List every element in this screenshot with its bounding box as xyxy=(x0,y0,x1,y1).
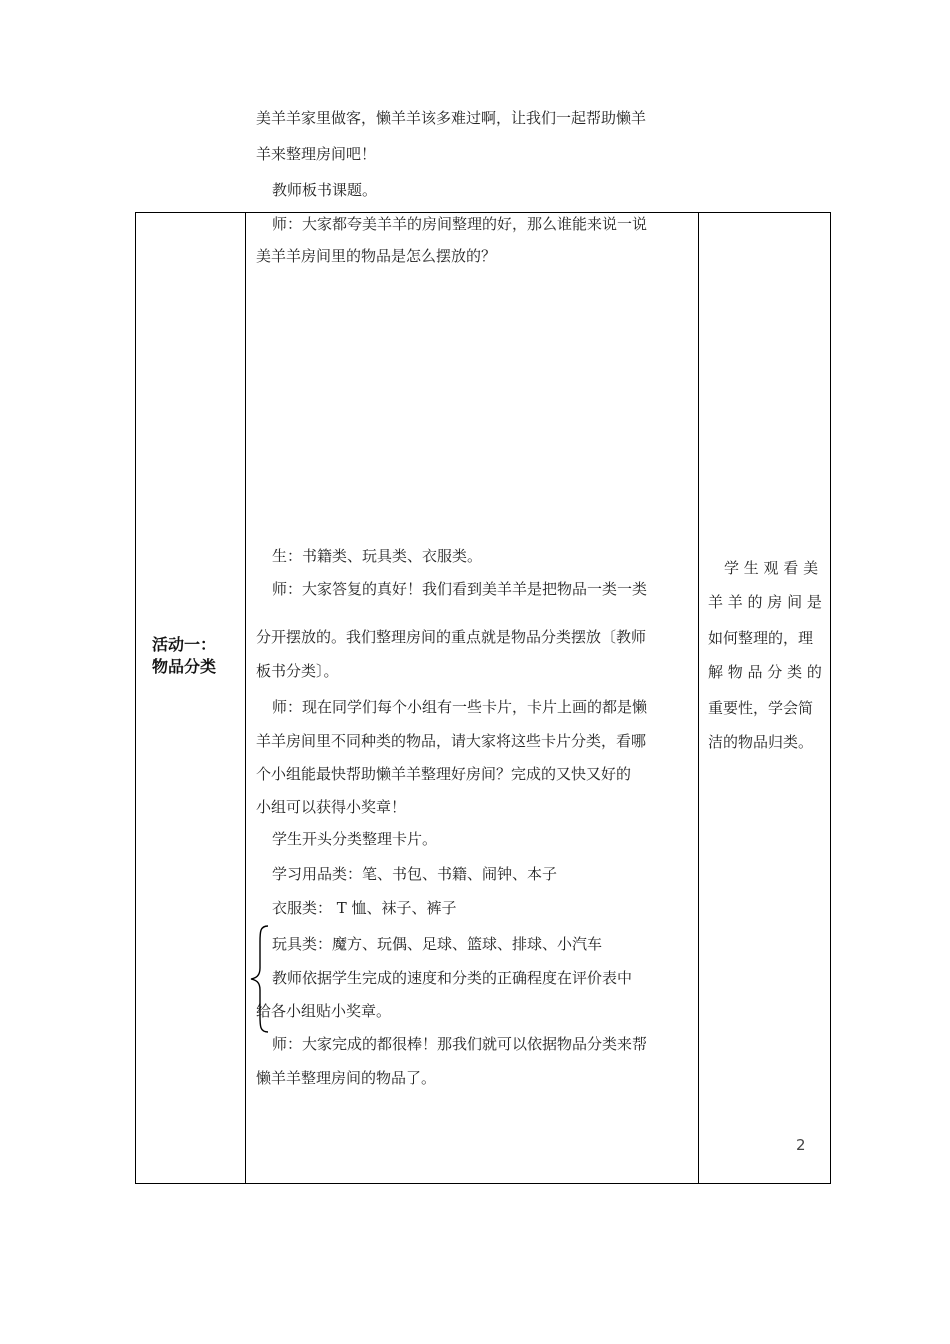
content-line-2: 师：大家答复的真好！我们看到美羊羊是把物品一类一类 xyxy=(272,580,648,598)
note-line-6: 洁的物品归类。 xyxy=(708,733,814,751)
content-top-line-2: 美羊羊房间里的物品是怎么摆放的？ xyxy=(256,247,497,265)
content-line-7: 个小组能最快帮助懒羊羊整理好房间？完成的又快又好的 xyxy=(256,765,632,783)
intro-line-2: 羊来整理房间吧！ xyxy=(256,145,377,163)
content-line-1: 生：书籍类、玩具类、衣服类。 xyxy=(272,547,483,565)
note-line-4: 解 物 品 分 类 的 xyxy=(708,663,822,681)
content-line-12: 玩具类：魔方、玩偶、足球、篮球、排球、小汽车 xyxy=(272,935,603,953)
note-line-5: 重要性，学会简 xyxy=(708,699,814,717)
activity-label-line-1: 活动一： xyxy=(152,635,217,654)
content-line-9: 学生开头分类整理卡片。 xyxy=(272,830,438,848)
content-top-line-1: 师：大家都夸美羊羊的房间整理的好，那么谁能来说一说 xyxy=(272,215,648,233)
content-line-15: 师：大家完成的都很棒！那我们就可以依据物品分类来帮 xyxy=(272,1035,648,1053)
content-line-10: 学习用品类：笔、书包、书籍、闹钟、本子 xyxy=(272,865,558,883)
activity-label xyxy=(152,634,216,678)
content-line-5: 师：现在同学们每个小组有一些卡片，卡片上画的都是懒 xyxy=(272,698,648,716)
note-line-2: 羊 羊 的 房 间 是 xyxy=(708,593,822,611)
table-divider-2 xyxy=(698,212,699,1184)
content-line-6: 羊羊房间里不同种类的物品，请大家将这些卡片分类，看哪 xyxy=(256,732,647,750)
table-divider-1 xyxy=(245,212,246,1184)
intro-line-3: 教师板书课题。 xyxy=(272,181,378,199)
curly-brace-icon xyxy=(248,924,272,1034)
note-line-3: 如何整理的，理 xyxy=(708,629,814,647)
content-line-4: 板书分类〕。 xyxy=(256,662,339,680)
activity-label-line-2: 物品分类 xyxy=(152,657,217,676)
note-line-1: 学 生 观 看 美 xyxy=(724,559,819,577)
content-line-14: 给各小组贴小奖章。 xyxy=(256,1002,392,1020)
intro-line-1: 美羊羊家里做客，懒羊羊该多难过啊，让我们一起帮助懒羊 xyxy=(256,109,647,127)
page-number: 2 xyxy=(796,1136,806,1154)
content-line-3: 分开摆放的。我们整理房间的重点就是物品分类摆放〔教师 xyxy=(256,628,647,646)
content-line-16: 懒羊羊整理房间的物品了。 xyxy=(256,1069,437,1087)
content-line-11: 衣服类： T 恤、袜子、裤子 xyxy=(272,899,457,917)
content-line-13: 教师依据学生完成的速度和分类的正确程度在评价表中 xyxy=(272,969,633,987)
content-line-8: 小组可以获得小奖章！ xyxy=(256,798,407,816)
